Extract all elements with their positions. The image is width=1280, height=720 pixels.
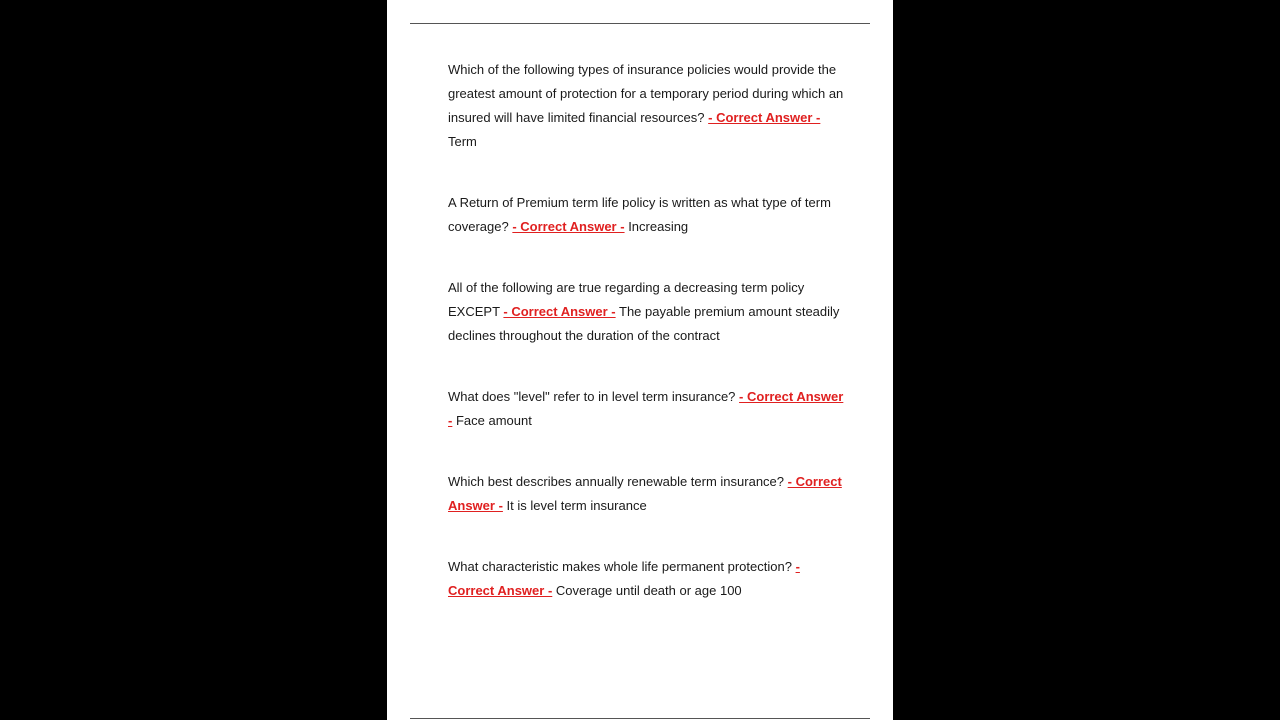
- question-text: Which of the following types of insurance policies would provide the greatest amount of protection for a temporary period during which an insured will have limited financial resources?: [448, 62, 844, 125]
- top-divider: [410, 23, 870, 24]
- bottom-divider: [410, 718, 870, 719]
- question-text: What characteristic makes whole life permanent protection?: [448, 559, 792, 574]
- question-text: Which best describes annually renewable term insurance?: [448, 474, 785, 489]
- qa-item-5: [448, 470, 848, 518]
- correct-answer-marker: - Correct Answer -: [448, 559, 800, 598]
- document-page: [387, 0, 893, 720]
- qa-item-2: [448, 191, 848, 239]
- answer-text: Coverage until death or age 100: [555, 583, 742, 598]
- answer-text: The payable premium amount steadily declines throughout the duration of the contract: [448, 304, 840, 343]
- answer-text: Increasing: [628, 219, 689, 234]
- qa-item-3: [448, 276, 848, 348]
- question-text: All of the following are true regarding a decreasing term policy EXCEPT: [448, 280, 805, 319]
- qa-item-6: [448, 555, 848, 603]
- correct-answer-marker: - Correct Answer -: [448, 474, 842, 513]
- correct-answer-marker: - Correct Answer -: [708, 110, 821, 125]
- answer-text: Term: [448, 134, 477, 149]
- correct-answer-marker: - Correct Answer -: [512, 219, 625, 234]
- question-text: A Return of Premium term life policy is written as what type of term coverage?: [448, 195, 831, 234]
- correct-answer-marker: - Correct Answer -: [503, 304, 616, 319]
- correct-answer-marker: - Correct Answer -: [448, 389, 844, 428]
- qa-list: [448, 58, 848, 640]
- question-text: What does "level" refer to in level term insurance?: [448, 389, 736, 404]
- qa-item-1: [448, 58, 848, 154]
- qa-item-4: [448, 385, 848, 433]
- answer-text: It is level term insurance: [506, 498, 647, 513]
- answer-text: Face amount: [455, 413, 532, 428]
